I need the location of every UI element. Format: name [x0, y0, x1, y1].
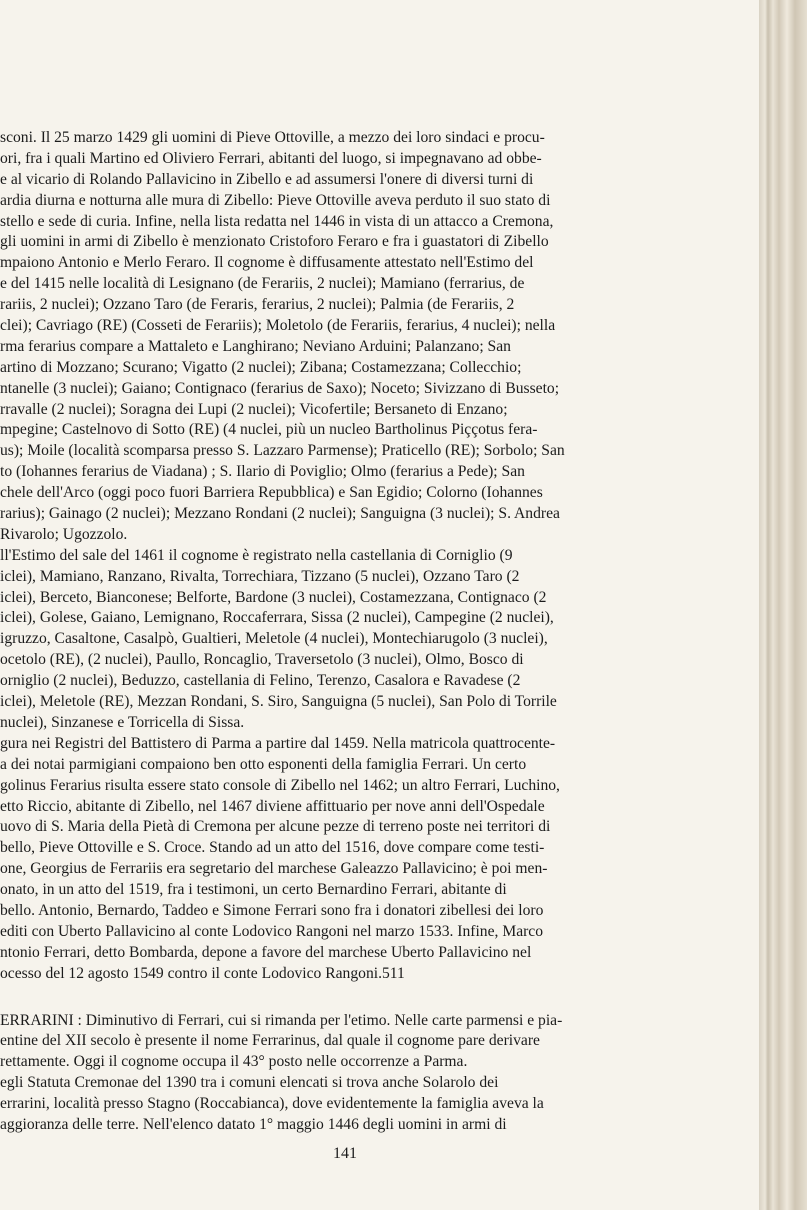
- text-line: ocesso del 12 agosto 1549 contro il conte Lodovico Rangoni.511: [0, 964, 405, 982]
- text-line: one, Georgius de Ferrariis era segretario del marchese Galeazzo Pallavicino; è poi men-: [0, 860, 548, 878]
- text-line: aggioranza delle terre. Nell'elenco datato 1° maggio 1446 degli uomini in armi di: [0, 1115, 507, 1133]
- text-line: editi con Uberto Pallavicino al conte Lodovico Rangoni nel marzo 1533. Infine, Marco: [0, 922, 544, 940]
- text-line: ERRARINI : Diminutivo di Ferrari, cui si rimanda per l'etimo. Nelle carte parmensi e pia-: [0, 1011, 563, 1029]
- text-line: rravalle (2 nuclei); Soragna dei Lupi (2 nuclei); Vicofertile; Bersaneto di Enzano;: [0, 400, 508, 418]
- text-line: e del 1415 nelle località di Lesignano (de Ferariis, 2 nuclei); Mamiano (ferrarius, de: [0, 275, 525, 293]
- text-line: chele dell'Arco (oggi poco fuori Barriera Repubblica) e San Egidio; Colorno (Iohannes: [0, 484, 543, 502]
- text-line: rettamente. Oggi il cognome occupa il 43° posto nelle occorrenze a Parma.: [0, 1053, 468, 1071]
- text-line: etto Riccio, abitante di Zibello, nel 1467 diviene affittuario per nove anni dell'Ospedale: [0, 797, 545, 815]
- text-line: igruzzo, Casaltone, Casalpò, Gualtieri, Meletole (4 nuclei), Montechiarugolo (3 nuclei),: [0, 630, 548, 648]
- text-line: uovo di S. Maria della Pietà di Cremona per alcune pezze di terreno poste nei territori di: [0, 818, 551, 836]
- text-line: ntanelle (3 nuclei); Gaiano; Contignaco (ferarius de Saxo); Noceto; Sivizzano di Busseto;: [0, 379, 560, 397]
- text-line: iclei), Mamiano, Ranzano, Rivalta, Torrechiara, Tizzano (5 nuclei), Ozzano Taro (2: [0, 567, 520, 585]
- text-line: rma ferarius compare a Mattaleto e Langhirano; Neviano Arduini; Palanzano; San: [0, 337, 511, 355]
- text-line: gli uomini in armi di Zibello è menzionato Cristoforo Feraro e fra i guastatori di Zibello: [0, 233, 549, 251]
- text-line: mpegine; Castelnovo di Sotto (RE) (4 nuclei, più un nucleo Bartholinus Piççotus fera-: [0, 421, 538, 439]
- text-line: orniglio (2 nuclei), Beduzzo, castellania di Felino, Terenzo, Casalora e Ravadese (2: [0, 672, 521, 690]
- text-line: gura nei Registri del Battistero di Parma a partire dal 1459. Nella matricola quattrocente-: [0, 734, 556, 752]
- text-line: Rivarolo; Ugozzolo.: [0, 525, 128, 543]
- paragraph-gap: [0, 985, 700, 1011]
- page-number: 141: [333, 1145, 357, 1162]
- text-line: e al vicario di Rolando Pallavicino in Zibello e ad assumersi l'onere di diversi turni di: [0, 170, 534, 188]
- text-line: onato, in un atto del 1519, fra i testimoni, un certo Bernardino Ferrari, abitante di: [0, 881, 507, 899]
- text-line: bello. Antonio, Bernardo, Taddeo e Simone Ferrari sono fra i donatori zibellesi dei loro: [0, 901, 544, 919]
- text-line: entine del XII secolo è presente il nome Ferrarinus, dal quale il cognome pare derivare: [0, 1032, 540, 1050]
- page-edge-stack: [759, 0, 807, 1210]
- text-line: nuclei), Sinzanese e Torricella di Sissa.: [0, 713, 245, 731]
- text-line: egli Statuta Cremonae del 1390 tra i comuni elencati si trova anche Solarolo dei: [0, 1074, 499, 1092]
- text-line: ll'Estimo del sale del 1461 il cognome è registrato nella castellania di Corniglio (9: [0, 546, 513, 564]
- text-line: iclei), Berceto, Bianconese; Belforte, Bardone (3 nuclei), Costamezzana, Contignaco (2: [0, 588, 547, 606]
- text-line: ocetolo (RE), (2 nuclei), Paullo, Roncaglio, Traversetolo (3 nuclei), Olmo, Bosco di: [0, 651, 524, 669]
- text-line: us); Moile (località scomparsa presso S. Lazzaro Parmense); Praticello (RE); Sorbolo; San: [0, 442, 565, 460]
- text-line: errarini, località presso Stagno (Roccabianca), dove evidentemente la famiglia aveva la: [0, 1095, 544, 1113]
- text-line: iclei), Meletole (RE), Mezzan Rondani, S. Siro, Sanguigna (5 nuclei), San Polo di Torrile: [0, 693, 557, 711]
- text-line: artino di Mozzano; Scurano; Vigatto (2 nuclei); Zibana; Costamezzana; Collecchio;: [0, 358, 522, 376]
- text-line: to (Iohannes ferarius de Viadana) ; S. Ilario di Poviglio; Olmo (ferarius a Pede); San: [0, 463, 525, 481]
- text-line: golinus Ferarius risulta essere stato console di Zibello nel 1462; un altro Ferrari, Luchino,: [0, 776, 560, 794]
- text-line: ori, fra i quali Martino ed Oliviero Ferrari, abitanti del luogo, si impegnavano ad obbe-: [0, 149, 542, 167]
- text-line: mpaiono Antonio e Merlo Feraro. Il cognome è diffusamente attestato nell'Estimo del: [0, 254, 534, 272]
- text-line: ntonio Ferrari, detto Bombarda, depone a favore del marchese Uberto Pallavicino nel: [0, 943, 532, 961]
- text-line: sconi. Il 25 marzo 1429 gli uomini di Pieve Ottoville, a mezzo dei loro sindaci e procu-: [0, 129, 545, 146]
- text-line: iclei), Golese, Gaiano, Lemignano, Roccaferrara, Sissa (2 nuclei), Campegine (2 nuclei),: [0, 609, 554, 627]
- text-line: ardia diurna e notturna alle mura di Zibello: Pieve Ottoville aveva perduto il suo stato di: [0, 191, 551, 209]
- text-line: a dei notai parmigiani compaiono ben otto esponenti della famiglia Ferrari. Un certo: [0, 755, 527, 773]
- text-line: rariis, 2 nuclei); Ozzano Taro (de Feraris, ferarius, 2 nuclei); Palmia (de Ferariis, 2: [0, 296, 515, 314]
- text-line: bello, Pieve Ottoville e S. Croce. Stando ad un atto del 1516, dove compare come testi-: [0, 839, 545, 857]
- text-block: [0, 128, 700, 1136]
- text-line: clei); Cavriago (RE) (Cosseti de Ferariis); Moletolo (de Ferariis, ferarius, 4 nuclei); nella: [0, 317, 556, 335]
- text-line: stello e sede di curia. Infine, nella lista redatta nel 1446 in vista di un attacco a Cremona,: [0, 212, 554, 230]
- text-line: rarius); Gainago (2 nuclei); Mezzano Rondani (2 nuclei); Sanguigna (3 nuclei); S. Andrea: [0, 505, 560, 523]
